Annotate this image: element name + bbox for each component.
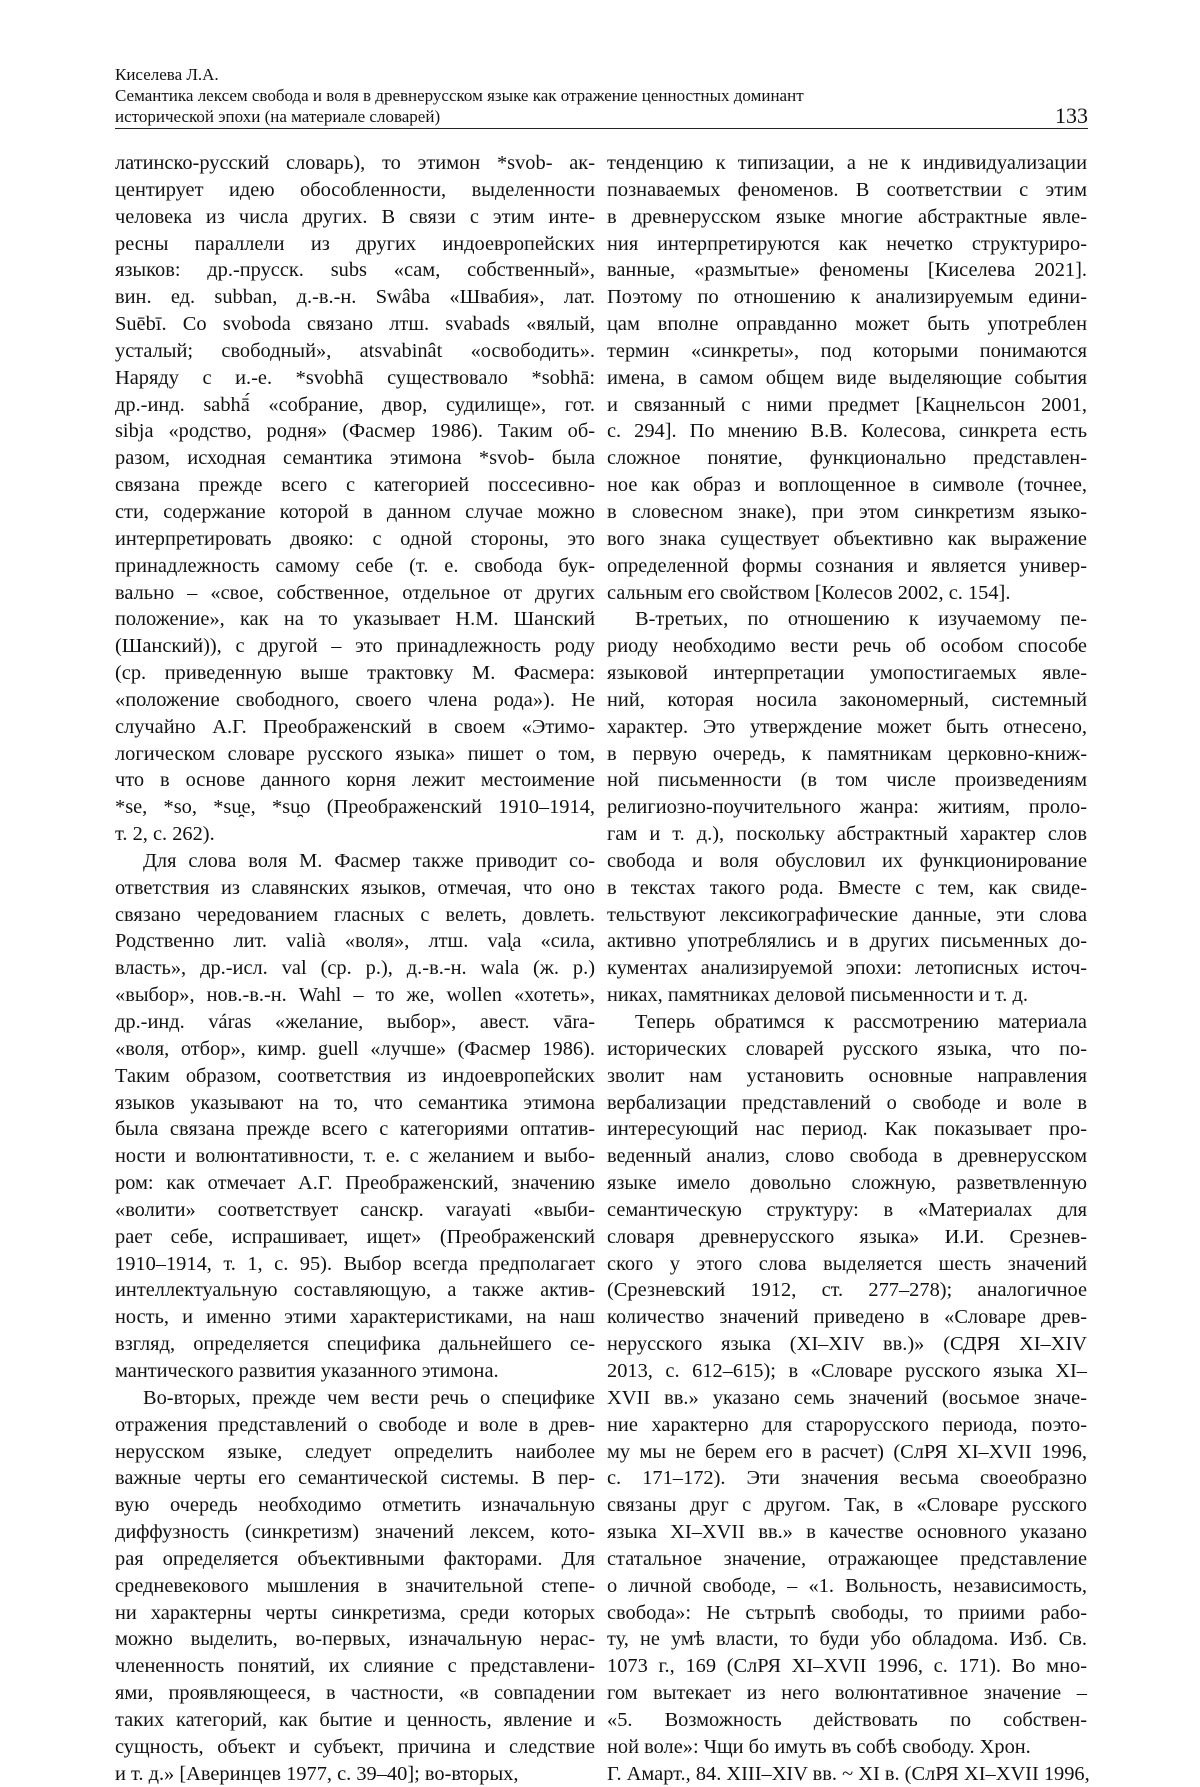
header-rule xyxy=(115,128,1088,129)
text-line: характер. Это утверждение может быть отнесено, xyxy=(607,715,1087,738)
text-line: вербализации представлений о свободе и воле в xyxy=(607,1091,1087,1114)
text-line: кументах анализируемой эпохи: летописных источ- xyxy=(607,957,1087,980)
text-line: тельствуют лексикографические данные, эти слова xyxy=(607,903,1087,926)
text-line: о личной свободе, – «1. Вольность, независимость, xyxy=(607,1574,1087,1597)
text-line: В-третьих, по отношению к изучаемому пе- xyxy=(635,608,1087,631)
text-line: Наряду с и.-е. *svobhā существовало *sobhā: xyxy=(115,366,595,389)
text-line: и т. д.» [Аверинцев 1977, с. 39–40]; во-вторых, xyxy=(115,1762,519,1785)
text-line: ной письменности (в том числе произведениям xyxy=(607,769,1087,792)
text-line: (Срезневский 1912, ст. 277–278); аналогичное xyxy=(607,1279,1087,1302)
text-line: человека из числа других. В связи с этим инте- xyxy=(115,205,595,228)
text-line: познаваемых феноменов. В соответствии с этим xyxy=(607,178,1087,201)
text-line: 1073 г., 169 (СлРЯ XI–XVII 1996, с. 171). Во мно- xyxy=(607,1655,1087,1678)
text-line: свобода и воля обусловил их функционирование xyxy=(607,849,1087,872)
text-line: отражения представлений о свободе и воле в древ- xyxy=(115,1413,595,1436)
text-line: латинско-русский словарь), то этимон *svob- ак- xyxy=(115,152,595,174)
text-line: вого знака существует объективно как выражение xyxy=(607,527,1087,550)
text-line: интерпретировать двояко: с одной стороны, это xyxy=(115,527,595,550)
text-line: была связана прежде всего с категориями оптатив- xyxy=(115,1118,595,1141)
text-line: разом, исходная семантика этимона *svob- была xyxy=(115,447,595,470)
text-line: языка XI–XVII вв.» в качестве основного указано xyxy=(607,1521,1087,1544)
text-line: религиозно-поучительного жанра: житиям, проло- xyxy=(607,796,1087,819)
text-line: языков указывают на то, что семантика этимона xyxy=(115,1091,595,1114)
text-line: ния интерпретируются как нечетко структуриро- xyxy=(607,232,1087,255)
text-line: взгляд, определяется специфика дальнейшего се- xyxy=(115,1333,595,1356)
text-line: ями, проявляющееся, в частности, «в совпадении xyxy=(115,1682,595,1705)
text-line: Родственно лит. valià «воля», лтш. val̨a «сила, xyxy=(115,930,595,953)
text-line: ное как образ и воплощенное в символе (точнее, xyxy=(607,474,1087,497)
text-line: таких категорий, как бытие и ценность, явление и xyxy=(115,1708,595,1731)
text-line: тенденцию к типизации, а не к индивидуализации xyxy=(607,152,1087,174)
text-line: «положение свободного, своего члена рода»). Не xyxy=(115,688,595,711)
text-line: в текстах такого рода. Вместе с тем, как свиде- xyxy=(607,876,1087,899)
text-line: Для слова воля М. Фасмер также приводит со- xyxy=(143,849,595,872)
text-line: «воля, отбор», кимр. guell «лучше» (Фасмер 1986). xyxy=(115,1037,595,1060)
text-line: вую очередь необходимо отметить изначальную xyxy=(115,1494,595,1517)
text-line: и связанный с ними предмет [Кацнельсон 2001, xyxy=(607,393,1087,416)
text-line: термин «синкреты», под которыми понимаются xyxy=(607,339,1087,362)
text-line: средневекового мышления в значительной степе- xyxy=(115,1574,595,1597)
text-line: семантическую структуру: в «Материалах для xyxy=(607,1198,1087,1221)
text-line: 1910–1914, т. 1, с. 95). Выбор всегда предполагает xyxy=(115,1252,595,1275)
text-line: цам вполне оправданно может быть употреблен xyxy=(607,313,1087,336)
text-line: ной воле»: Чщи бо имуть въ собѣ свободу. Хрон. xyxy=(607,1735,1031,1758)
text-line: ту, не умѣ власти, то буди убо обладома. Изб. Св. xyxy=(607,1628,1087,1651)
text-line: гом вытекает из него волюнтативное значение – xyxy=(607,1682,1087,1705)
header-title-line-1: Семантика лексем свобода и воля в древнерусском языке как отражение ценностных доминант xyxy=(115,86,804,105)
text-line: языковой интерпретации умопостигаемых явле- xyxy=(607,662,1087,685)
text-line: имена, в самом общем виде выделяющие события xyxy=(607,366,1087,389)
text-line: Поэтому по отношению к анализируемым едини- xyxy=(607,286,1087,309)
text-line: XVII вв.» указано семь значений (восьмое значе- xyxy=(607,1386,1087,1409)
text-line: диффузность (синкретизм) значений лексем, кото- xyxy=(115,1521,595,1544)
text-line: логическом словаре русского языка» пишет о том, xyxy=(115,742,595,765)
text-line: «волити» соответствует санскр. varayati «выби- xyxy=(115,1198,595,1221)
text-line: с. 294]. По мнению В.В. Колесова, синкрета есть xyxy=(607,420,1087,443)
text-line: важные черты его семантической системы. В пер- xyxy=(115,1467,595,1490)
text-line: в первую очередь, к памятникам церковно-книж- xyxy=(607,742,1087,765)
text-line: власть», др.-исл. val (ср. р.), д.-в.-н. wala (ж. р.) xyxy=(115,957,595,980)
text-line: с. 171–172). Эти значения весьма своеобразно xyxy=(607,1467,1087,1490)
text-line: принадлежность самому себе (т. е. свобода бук- xyxy=(115,554,595,577)
text-line: Г. Амарт., 84. XIII–XIV вв. ~ XI в. (СлРЯ XI–XVII 1996, xyxy=(607,1762,1090,1785)
page-number: 133 xyxy=(1055,103,1088,128)
text-line: положение», как на то указывает Н.М. Шанский xyxy=(115,608,595,631)
text-line: усталый; свободный», atsvabinât «освободить». xyxy=(115,339,595,362)
text-line: мантического развития указанного этимона. xyxy=(115,1359,499,1382)
text-line: «5. Возможность действовать по собствен- xyxy=(607,1708,1087,1731)
text-line: рает себе, испрашивает, ищет» (Преображенский xyxy=(115,1225,595,1248)
text-line: сти, содержание которой в данном случае можно xyxy=(115,500,595,523)
text-line: нерусском языке, следует определить наиболее xyxy=(115,1440,595,1463)
header-title-line-2: исторической эпохи (на материале словарей) xyxy=(115,107,441,126)
text-line: языке имело довольно сложную, разветвленную xyxy=(607,1172,1087,1195)
text-line: свобода»: Не сътрьпѣ свободы, то приими рабо- xyxy=(607,1601,1087,1624)
text-line: Suēbī. Со svoboda связано лтш. svabads «вялый, xyxy=(115,313,595,336)
text-line: определенной формы сознания и является универ- xyxy=(607,554,1087,577)
text-line: ского у этого слова выделяется шесть значений xyxy=(607,1252,1087,1275)
text-line: ванные, «размытые» феномены [Киселева 2021]. xyxy=(607,259,1087,282)
text-line: связано чередованием гласных с велеть, довлеть. xyxy=(115,903,595,926)
text-line: ний, которая носила закономерный, системный xyxy=(607,688,1087,711)
text-line: ни характерны черты синкретизма, среди которых xyxy=(115,1601,595,1624)
text-line: связана прежде всего с категорией поссесивно- xyxy=(115,474,595,497)
text-line: активно употреблялись и в других письменных до- xyxy=(607,930,1087,953)
text-line: зволит нам установить основные направления xyxy=(607,1064,1087,1087)
text-line: ности и волюнтативности, т. е. с желанием и выбо- xyxy=(115,1145,595,1168)
text-line: что в основе данного корня лежит местоимение xyxy=(115,769,595,792)
text-line: сущность, объект и субъект, причина и следствие xyxy=(115,1735,595,1758)
text-line: центирует идею обособленности, выделенности xyxy=(115,178,595,201)
text-line: сложное понятие, функционально представлен- xyxy=(607,447,1087,470)
text-line: ность, и именно этими характеристиками, на наш xyxy=(115,1306,595,1329)
text-line: гам и т. д.), поскольку абстрактный характер слов xyxy=(607,823,1087,846)
text-line: вально – «свое, собственное, отдельное от других xyxy=(115,581,595,604)
text-line: рая определяется объективными факторами. Для xyxy=(115,1547,595,1570)
text-line: (Шанский)), с другой – это принадлежность роду xyxy=(115,635,595,658)
text-line: 2013, с. 612–615); в «Словаре русского языка XI– xyxy=(607,1359,1087,1382)
text-line: др.-инд. váras «желание, выбор», авест. vāra- xyxy=(115,1011,595,1033)
right-column xyxy=(607,150,1090,1787)
text-line: (ср. приведенную выше трактовку М. Фасмера: xyxy=(115,662,595,685)
text-line: ответствия из славянских языков, отмечая, что оно xyxy=(115,876,595,899)
text-line: «выбор», нов.-в.-н. Wahl – то же, wollen «хотеть», xyxy=(115,984,595,1007)
text-line: вин. ед. subban, д.-в.-н. Swâba «Швабия», лат. xyxy=(115,286,595,309)
text-line: члененность понятий, их слияние с представлени- xyxy=(115,1655,595,1678)
left-column xyxy=(115,150,595,1787)
text-line: риоду необходимо вести речь об особом способе xyxy=(607,635,1087,658)
text-line: количество значений приведено в «Словаре древ- xyxy=(607,1306,1087,1329)
text-line: в словесном знаке), при этом синкретизм языко- xyxy=(607,500,1087,523)
text-line: случайно А.Г. Преображенский в своем «Этимо- xyxy=(115,715,595,738)
text-line: никах, памятниках деловой письменности и т. д. xyxy=(607,984,1028,1007)
text-line: веденный анализ, слово свобода в древнерусском xyxy=(607,1145,1087,1168)
text-line: статальное значение, отражающее представление xyxy=(607,1547,1087,1570)
text-line: интеллектуальную составляющую, а также актив- xyxy=(115,1279,595,1302)
text-line: sibja «родство, родня» (Фасмер 1986). Таким об- xyxy=(115,420,595,443)
text-line: ром: как отмечает А.Г. Преображенский, значению xyxy=(115,1172,595,1195)
text-line: др.-инд. sabhā́ «собрание, двор, судилище», гот. xyxy=(115,393,595,416)
text-line: Таким образом, соответствия из индоевропейских xyxy=(115,1064,595,1087)
text-line: интересующий нас период. Как показывает про- xyxy=(607,1118,1087,1141)
text-line: языков: др.-прусск. subs «сам, собственный», xyxy=(115,259,595,282)
text-line: Во-вторых, прежде чем вести речь о специфике xyxy=(143,1386,595,1409)
text-line: связаны друг с другом. Так, в «Словаре русского xyxy=(607,1494,1087,1517)
text-line: исторических словарей русского языка, что по- xyxy=(607,1037,1087,1060)
header-author: Киселева Л.А. xyxy=(115,65,219,84)
text-line: ресны параллели из других индоевропейских xyxy=(115,232,595,255)
text-line: нерусского языка (XI–XIV вв.)» (СДРЯ XI–XIV xyxy=(607,1333,1087,1356)
text-line: Теперь обратимся к рассмотрению материала xyxy=(635,1011,1087,1033)
text-line: словаря древнерусского языка» И.И. Срезнев- xyxy=(607,1225,1087,1248)
text-line: ние характерно для старорусского периода, поэто- xyxy=(607,1413,1087,1436)
running-header xyxy=(115,64,1088,127)
text-line: му мы не берем его в расчет) (СлРЯ XI–XVII 1996, xyxy=(607,1440,1087,1463)
text-line: сальным его свойством [Колесов 2002, с. 154]. xyxy=(607,581,1011,604)
text-line: *se, *so, *su̯e, *su̯o (Преображенский 1910–1914, xyxy=(115,796,595,819)
text-line: в древнерусском языке многие абстрактные явле- xyxy=(607,205,1087,228)
text-line: можно выделить, во-первых, изначальную нерас- xyxy=(115,1628,595,1651)
text-line: т. 2, с. 262). xyxy=(115,823,215,846)
